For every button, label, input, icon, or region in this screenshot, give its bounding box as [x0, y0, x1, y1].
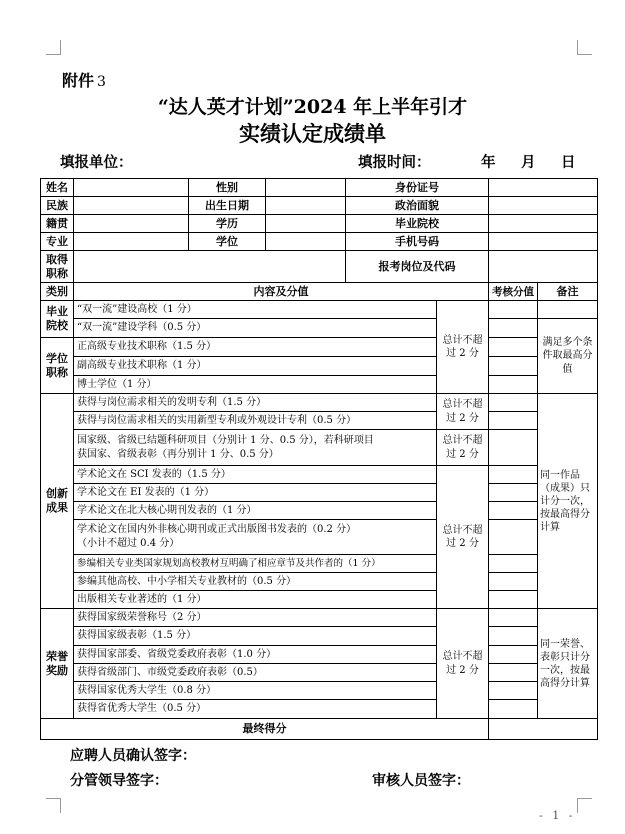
- list-item: 参编相关专业类国家规划高校教材互明确了相应章节及共作者的（1 分）: [77, 557, 381, 569]
- total-note: 总计不超过 2 分: [442, 651, 483, 676]
- reviewer-signature-label: 审核人员签字：: [372, 773, 470, 789]
- score-line: [488, 337, 538, 338]
- page-number: - 1 -: [539, 809, 576, 822]
- score-line: [488, 590, 538, 591]
- total-note: 总计不超过 2 分: [442, 334, 483, 359]
- score-line: [488, 645, 538, 646]
- col-line: [265, 178, 266, 250]
- col-line: [488, 178, 489, 282]
- content-header: 内容及分值: [253, 284, 309, 298]
- table-border-right: [597, 178, 598, 740]
- col-line: [73, 178, 74, 282]
- row-line: [40, 196, 598, 197]
- score-line: [488, 699, 538, 700]
- score-line: [488, 411, 538, 412]
- political-status-label: 政治面貌: [395, 198, 439, 212]
- graduate-school-category: 毕业院校: [46, 305, 68, 332]
- list-item: 获得与岗位需求相关的实用新型专利或外观设计专利（0.5 分）: [77, 414, 357, 426]
- crop-mark-top-right: [577, 40, 592, 55]
- score-line: [488, 356, 538, 357]
- list-item: 获得省优秀大学生（0.5 分）: [77, 703, 207, 714]
- score-header: 考核分值: [492, 285, 534, 298]
- score-line: [488, 519, 538, 520]
- birth-date-label: 出生日期: [205, 198, 249, 212]
- category-header: 类别: [46, 284, 68, 298]
- phone-label: 手机号码: [395, 234, 439, 248]
- ethnicity-label: 民族: [46, 198, 68, 212]
- score-table: [40, 178, 598, 740]
- day-label: 日: [561, 155, 576, 171]
- list-item: 获得国家级表彰（1.5 分）: [77, 630, 197, 641]
- document-title-line1: “达人英才计划”2024 年上半年引才: [157, 96, 468, 118]
- list-item: 正高级专业技术职称（1.5 分）: [77, 341, 217, 352]
- remark-note: 满足多个条件取最高分值: [542, 336, 593, 375]
- score-line: [488, 483, 538, 484]
- graduated-school-label: 毕业院校: [395, 216, 439, 230]
- row-line: [40, 214, 598, 215]
- row-line: [40, 250, 598, 251]
- list-item: 出版相关专业著述的（1 分）: [77, 593, 207, 605]
- score-line: [488, 375, 538, 376]
- year-label: 年: [481, 155, 496, 171]
- degree-title-category: 学位职称: [46, 351, 68, 379]
- list-item: 学术论文在 SCI 发表的（1.5 分）: [77, 468, 231, 480]
- honor-category: 荣誉奖励: [46, 649, 68, 677]
- list-item: 学术论文在北大核心期刊发表的（1 分）: [77, 504, 257, 516]
- remark-header: 备注: [556, 284, 579, 298]
- list-item-line: 获国家、省级表彰（再分别计 1 分、0.5 分）: [77, 448, 279, 460]
- list-item: “双一流”建设学科（0.5 分）: [77, 322, 207, 333]
- col-line: [488, 282, 489, 740]
- row-line: [40, 232, 598, 233]
- list-item: 博士学位（1 分）: [77, 378, 157, 390]
- list-item: 获得国家部委、省级党委政府表彰（1.0 分）: [77, 648, 277, 660]
- list-item: 获得省级部门、市级党委政府表彰（0.5）: [77, 666, 263, 678]
- attachment-label: [62, 68, 106, 91]
- remark-note: 同一作品（成果）只计分一次，按最高得分计算: [540, 469, 590, 533]
- obtained-title-label: 取得职称: [46, 252, 68, 280]
- score-line: [488, 318, 538, 319]
- list-item: 学术论文在 EI 发表的（1 分）: [77, 486, 215, 498]
- list-item: 参编其他高校、中小学相关专业教材的（0.5 分）: [77, 575, 297, 587]
- table-border-top: [40, 178, 598, 179]
- attachment-number: 3: [97, 74, 106, 90]
- score-line: [488, 501, 538, 502]
- list-item: 副高级专业技术职称（1 分）: [77, 360, 207, 371]
- crop-mark-bottom-right: [577, 798, 592, 813]
- document-title-line2: 实绩认定成绩单: [239, 121, 386, 146]
- native-place-label: 籍贯: [46, 216, 68, 230]
- table-border-bottom: [40, 739, 598, 740]
- list-item-line: （小计不超过 0.4 分）: [77, 538, 180, 549]
- crop-mark-top-left: [46, 40, 61, 55]
- total-note: 总计不超过 2 分: [442, 524, 483, 549]
- innovation-category: 创新成果: [46, 487, 68, 514]
- leader-signature-label: 分管领导签字：: [70, 773, 168, 789]
- list-item: “双一流”建设高校（1 分）: [77, 303, 197, 315]
- fill-unit-label: 填报单位：: [60, 155, 133, 171]
- gender-label: 性别: [216, 180, 238, 194]
- id-number-label: 身份证号: [395, 180, 439, 194]
- list-item: 获得国家优秀大学生（0.8 分）: [77, 684, 217, 696]
- crop-mark-bottom-left: [46, 798, 61, 813]
- list-item: 获得与岗位需求相关的发明专利（1.5 分）: [77, 396, 267, 408]
- fill-time-label: 填报时间：: [358, 155, 431, 171]
- final-score-label: 最终得分: [242, 722, 287, 735]
- attachment-word: 附件: [62, 71, 95, 90]
- name-label: 姓名: [46, 180, 68, 194]
- list-item: 获得国家级荣誉称号（2 分）: [77, 611, 207, 623]
- remark-note: 同一荣誉、表彰只计分一次，按最高得分计算: [540, 638, 590, 689]
- total-note: 总计不超过 2 分: [442, 435, 483, 460]
- position-code-label: 报考岗位及代码: [378, 259, 456, 273]
- score-line: [488, 663, 538, 664]
- month-label: 月: [521, 155, 536, 171]
- score-line: [488, 572, 538, 573]
- score-line: [488, 554, 538, 555]
- applicant-signature-label: 应聘人员确认签字：: [70, 748, 196, 764]
- degree-label: 学位: [216, 234, 238, 248]
- score-line: [488, 626, 538, 627]
- list-item-line: 国家级、省级已结题科研项目（分别计 1 分、0.5 分），若科研项目: [77, 434, 374, 446]
- education-label: 学历: [216, 216, 238, 230]
- score-line: [488, 681, 538, 682]
- list-item: [74, 430, 436, 465]
- list-item-line: 学术论文在国内外非核心期刊或正式出版图书发表的（0.2 分）: [77, 524, 357, 535]
- list-item: [74, 520, 436, 554]
- total-note: 总计不超过 2 分: [442, 399, 483, 424]
- major-label: 专业: [46, 234, 68, 248]
